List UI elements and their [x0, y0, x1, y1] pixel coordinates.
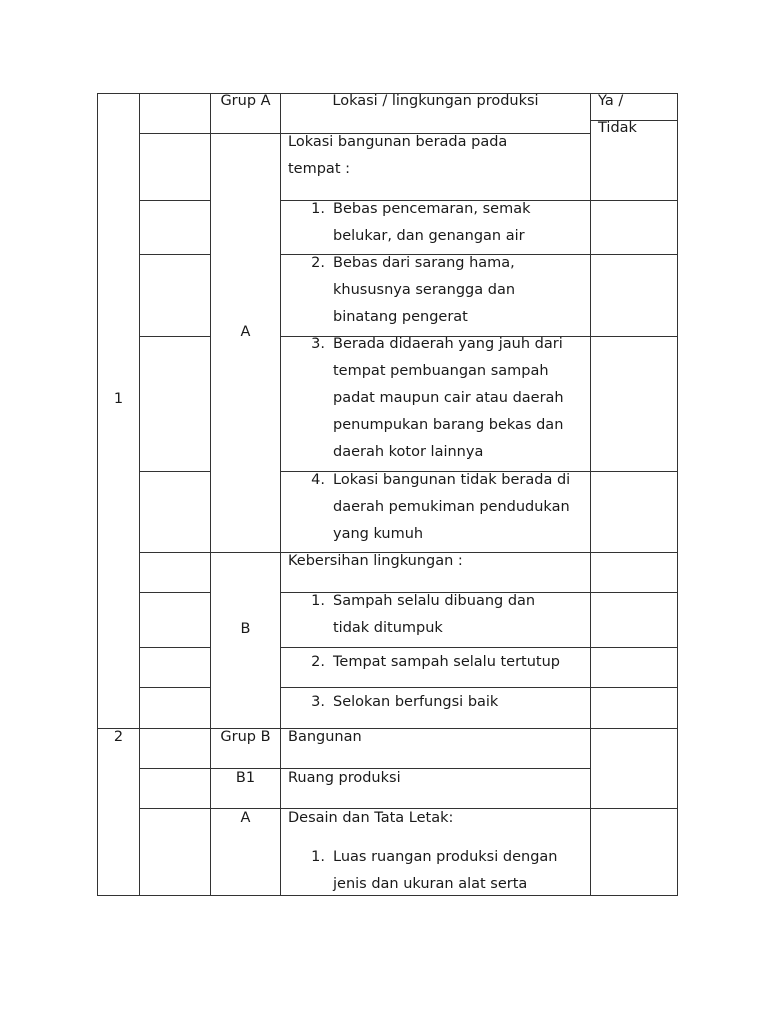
- list-item-number: 2.: [311, 654, 325, 670]
- group-b-title: Bangunan: [288, 729, 362, 745]
- row-divider: [139, 687, 210, 688]
- table-border-right: [677, 93, 678, 896]
- list-item-text: Selokan berfungsi baik: [333, 694, 499, 710]
- list-item-number: 3.: [311, 336, 325, 352]
- row-divider: [139, 647, 210, 648]
- header-answer-ya: Ya /: [598, 93, 624, 109]
- list-item-number: 2.: [311, 255, 325, 271]
- header-answer-tidak: Tidak: [598, 120, 637, 136]
- design-label: A: [240, 810, 251, 826]
- list-item-text: Tempat sampah selalu tertutup: [333, 654, 561, 670]
- row-divider: [280, 647, 678, 648]
- group-label-a: A: [240, 324, 251, 340]
- row-divider: [280, 687, 678, 688]
- column-divider: [139, 93, 140, 896]
- row-divider: [139, 336, 210, 337]
- list-item-text: padat maupun cair atau daerah: [333, 390, 564, 406]
- subgroup-label: B1: [235, 770, 256, 786]
- group-label-b: B: [240, 621, 251, 637]
- column-divider: [280, 93, 281, 896]
- list-item-text: Bebas dari sarang hama,: [333, 255, 515, 271]
- list-item-number: 1.: [311, 201, 325, 217]
- list-item-text: belukar, dan genangan air: [333, 228, 525, 244]
- design-title: Desain dan Tata Letak:: [288, 810, 454, 826]
- cleanliness-intro: Kebersihan lingkungan :: [288, 553, 463, 569]
- section-number: 1: [113, 391, 124, 407]
- subgroup-title: Ruang produksi: [288, 770, 401, 786]
- group-label-b-header: Grup B: [220, 729, 271, 745]
- list-item-text: Lokasi bangunan tidak berada di: [333, 472, 571, 488]
- list-item-number: 1.: [311, 593, 325, 609]
- list-item-text: khususnya serangga dan: [333, 282, 516, 298]
- location-intro-line: tempat :: [288, 161, 351, 177]
- list-item-number: 4.: [311, 472, 325, 488]
- table-border-left: [97, 93, 98, 896]
- list-item-text: tidak ditumpuk: [333, 620, 443, 636]
- list-item-text: daerah pemukiman pendudukan: [333, 499, 570, 515]
- list-item-text: tempat pembuangan sampah: [333, 363, 549, 379]
- list-item-number: 1.: [311, 849, 325, 865]
- list-item-text: Sampah selalu dibuang dan: [333, 593, 536, 609]
- header-location-title: Lokasi / lingkungan produksi: [332, 93, 539, 109]
- list-item-text: binatang pengerat: [333, 309, 468, 325]
- row-divider: [139, 471, 210, 472]
- row-divider: [139, 592, 210, 593]
- list-item-text: Bebas pencemaran, semak: [333, 201, 531, 217]
- row-divider: [139, 200, 210, 201]
- location-intro-line: Lokasi bangunan berada pada: [288, 134, 508, 150]
- list-item-text: yang kumuh: [333, 526, 424, 542]
- header-group-a: Grup A: [220, 93, 271, 109]
- column-divider: [590, 93, 591, 896]
- list-item-number: 3.: [311, 694, 325, 710]
- list-item-text: daerah kotor lainnya: [333, 444, 484, 460]
- row-divider: [139, 254, 210, 255]
- list-item-text: jenis dan ukuran alat serta: [333, 876, 528, 892]
- list-item-text: Berada didaerah yang jauh dari: [333, 336, 563, 352]
- section-number: 2: [113, 729, 124, 745]
- list-item-text: penumpukan barang bekas dan: [333, 417, 564, 433]
- row-divider: [97, 728, 678, 729]
- list-item-text: Luas ruangan produksi dengan: [333, 849, 558, 865]
